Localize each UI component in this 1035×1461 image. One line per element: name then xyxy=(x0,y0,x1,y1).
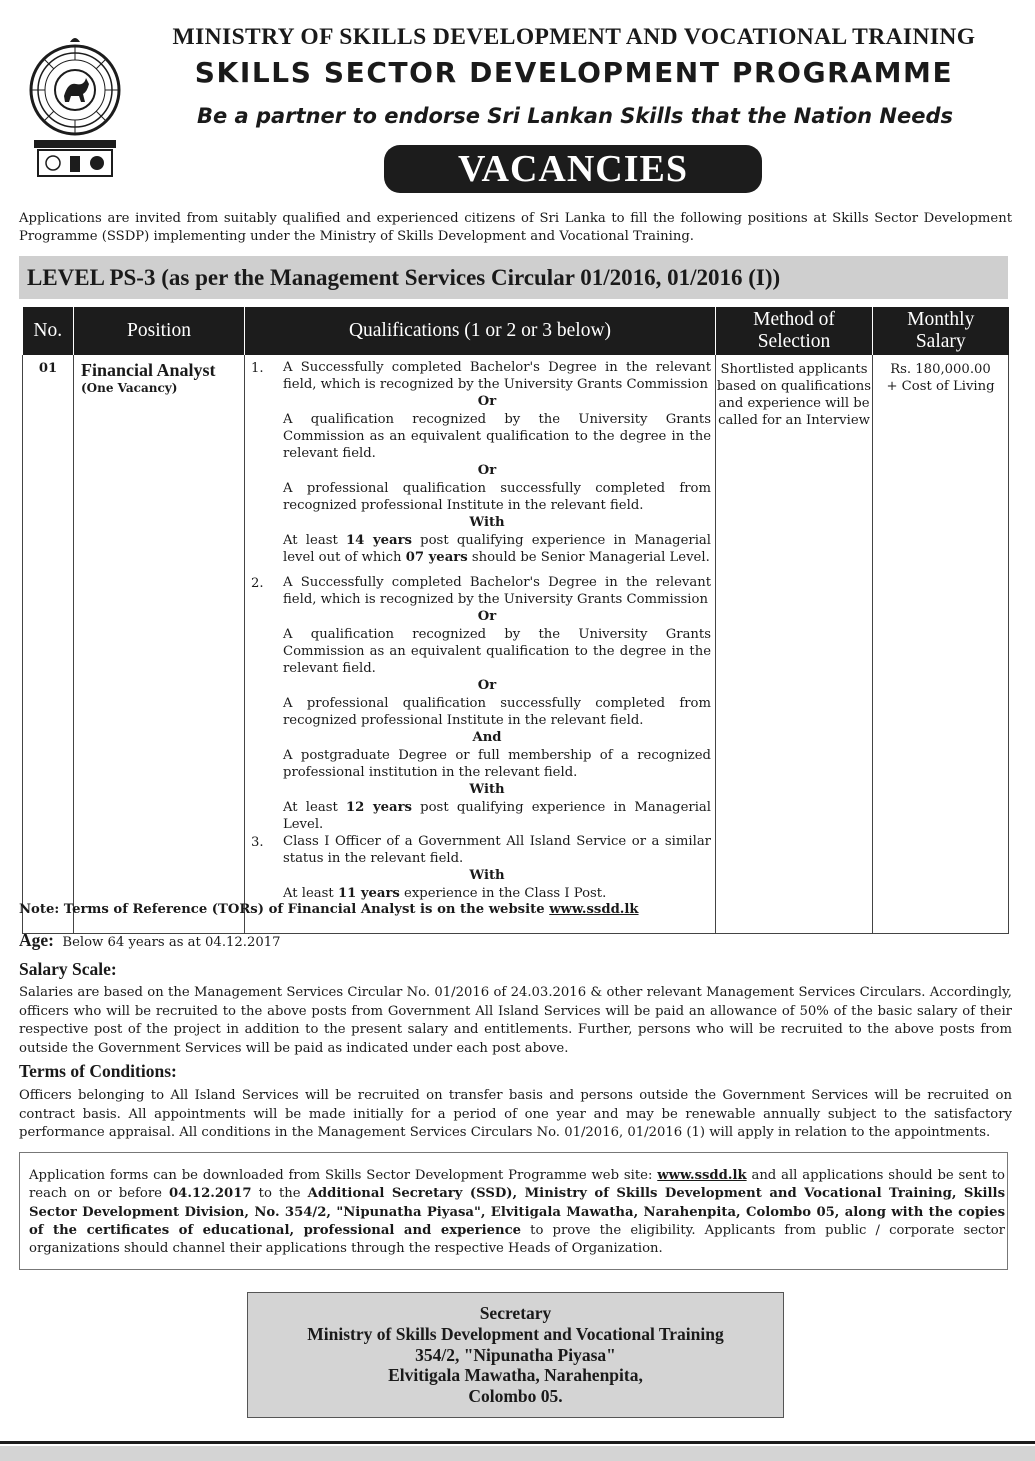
text-part: Application forms can be downloaded from Skills Sector Development Programme web site: xyxy=(29,1168,658,1183)
qualification-text: A qualification recognized by the University Grants Commission as an equivalent qualification to the degree in the relevant field. xyxy=(283,412,711,461)
text-part: post qualifying experience in Managerial level out of which xyxy=(283,533,712,565)
application-text xyxy=(29,1167,1005,1258)
text-part: post qualifying experience in Managerial Level. xyxy=(283,800,712,832)
separator-with: With xyxy=(469,515,505,530)
years-bold: 14 years xyxy=(346,533,412,548)
salary-amount: Rs. 180,000.00 xyxy=(890,362,991,377)
secretary-line: Secretary xyxy=(479,1303,552,1323)
header-method-line2: Selection xyxy=(757,331,831,352)
age-label: Age: xyxy=(19,930,54,950)
qualification-text: A professional qualification successfully completed from recognized professional Institute in the relevant field. xyxy=(283,696,711,728)
age-line xyxy=(19,930,1012,951)
secretary-line: Elvitigala Mawatha, Narahenpita, xyxy=(388,1365,643,1386)
tor-note xyxy=(19,902,1012,917)
experience-text xyxy=(283,799,711,833)
position-title: Financial Analyst xyxy=(81,360,216,380)
terms-heading: Terms of Conditions: xyxy=(19,1061,177,1081)
option-number: 2. xyxy=(251,576,264,591)
position-cell xyxy=(74,355,245,933)
secretary-line: Ministry of Skills Development and Vocational Training xyxy=(307,1323,724,1344)
separator-or: Or xyxy=(477,463,497,478)
sri-lanka-emblem-icon xyxy=(26,34,124,180)
text-part: to the xyxy=(251,1186,308,1202)
salary-cell xyxy=(873,355,1009,933)
vacancy-count: (One Vacancy) xyxy=(81,381,178,395)
text-part: and all applications should be sent to reach on or before xyxy=(29,1168,1005,1202)
secretary-line: Colombo 05. xyxy=(468,1386,563,1407)
salary-scale-text: Salaries are based on the Management Services Circular No. 01/2016 of 24.03.2016 & other relevant Management Services Circulars. Accordingly, officers who will be recruited to the above posts from Government All Island Services will be paid an allowance of 50% of the basic salary of their respective post of the project in addition to the present salary and entitlements. Further, persons who will be recruited to the above posts from outside the Government Services will be paid as indicated under each post above. xyxy=(19,985,1012,1056)
closing-date: 04.12.2017 xyxy=(169,1186,252,1202)
method-line: called for an Interview xyxy=(718,413,870,428)
method-cell xyxy=(716,355,873,933)
header-qualifications: Qualifications (1 or 2 or 3 below) xyxy=(245,307,716,355)
secretary-address-box xyxy=(247,1292,784,1418)
qualification-option-1 xyxy=(251,359,711,566)
note-text: Note: Terms of Reference (TORs) of Financial Analyst is on the website xyxy=(19,902,550,917)
method-line: based on qualifications xyxy=(716,379,872,394)
text-part: At least xyxy=(283,800,346,815)
vacancy-table xyxy=(22,307,1009,934)
separator-with: With xyxy=(469,868,505,883)
years-bold: 07 years xyxy=(405,550,468,565)
salary-extra: + Cost of Living xyxy=(886,379,995,394)
table-header-row xyxy=(23,307,1009,355)
bottom-bar xyxy=(0,1446,1035,1461)
age-value: Below 64 years as at 04.12.2017 xyxy=(62,935,281,950)
tagline: Be a partner to endorse Sri Lankan Skills that the Nation Needs xyxy=(196,104,954,128)
separator-or: Or xyxy=(477,678,497,693)
option-number: 1. xyxy=(251,361,264,376)
terms-text: Officers belonging to All Island Services will be recruited on transfer basis and persons outside the Government Services will be recruited on contract basis. All appointments will be made initially for a period of one year and may be renewable annually subject to the satisfactory performance appraisal. All conditions in the Management Services Circulars No. 01/2016, 01/2016 (1) will apply in relation to the appointments. xyxy=(19,1088,1012,1140)
years-bold: 12 years xyxy=(346,800,412,815)
text-part: to prove the eligibility. Applicants from public / corporate sector organizations should channel their applications through the respective Heads of Organization. xyxy=(29,1222,1005,1257)
qualification-option-2 xyxy=(251,574,711,833)
qualification-text: A professional qualification successfully completed from recognized professional Institute in the relevant field. xyxy=(283,481,711,513)
experience-text xyxy=(283,885,711,902)
website-link[interactable]: www.ssdd.lk xyxy=(549,902,639,917)
method-line: Shortlisted applicants xyxy=(720,362,868,377)
years-bold: 11 years xyxy=(337,886,400,901)
header-salary-line2: Salary xyxy=(915,331,966,352)
qualification-text: A postgraduate Degree or full membership of a recognized professional institution in the relevant field. xyxy=(283,748,711,780)
application-address: Additional Secretary (SSD), Ministry of Skills Development and Vocational Training, Skills Sector Development Division, No. 354/2, "Nipunatha Piyasa", Elvitigala Mawatha, Narahenpita, Colombo 05, along with the copies of the certificates of educational, professional and experience xyxy=(29,1186,1005,1238)
header-salary xyxy=(873,307,1009,355)
ministry-title: MINISTRY OF SKILLS DEVELOPMENT AND VOCATIONAL TRAINING xyxy=(172,24,976,50)
text-part: At least xyxy=(283,533,346,548)
option-number: 3. xyxy=(251,835,264,850)
separator-with: With xyxy=(469,782,505,797)
separator-or: Or xyxy=(477,394,497,409)
text-part: experience in the Class I Post. xyxy=(399,886,607,901)
header-position: Position xyxy=(74,307,245,355)
level-heading: LEVEL PS-3 (as per the Management Services Circular 01/2016, 01/2016 (I)) xyxy=(19,256,1008,299)
qualification-text: A qualification recognized by the University Grants Commission as an equivalent qualification to the degree in the relevant field. xyxy=(283,627,711,676)
text-part: At least xyxy=(283,886,338,901)
website-link[interactable]: www.ssdd.lk xyxy=(657,1168,747,1183)
qualification-text: Class I Officer of a Government All Island Service or a similar status in the relevant field. xyxy=(283,834,711,866)
text-part: should be Senior Managerial Level. xyxy=(467,550,710,565)
table-row xyxy=(23,355,1009,933)
programme-title: SKILLS SECTOR DEVELOPMENT PROGRAMME xyxy=(194,56,954,89)
header-method xyxy=(716,307,873,355)
method-line: and experience will be xyxy=(718,396,870,411)
qualification-text: A Successfully completed Bachelor's Degree in the relevant field, which is recognized by the University Grants Commission xyxy=(283,360,711,392)
salary-scale-heading: Salary Scale: xyxy=(19,959,117,979)
separator-or: Or xyxy=(477,609,497,624)
header-method-line1: Method of xyxy=(753,309,835,330)
header-no: No. xyxy=(23,307,74,355)
secretary-line: 354/2, "Nipunatha Piyasa" xyxy=(415,1344,616,1365)
row-number: 01 xyxy=(23,355,74,933)
intro-paragraph: Applications are invited from suitably qualified and experienced citizens of Sri Lanka to fill the following positions at Skills Sector Development Programme (SSDP) implementing under the Ministry of Skills Development and Vocational Training. xyxy=(19,211,1012,244)
vacancies-banner: VACANCIES xyxy=(384,145,762,193)
qualification-text: A Successfully completed Bachelor's Degree in the relevant field, which is recognized by the University Grants Commission xyxy=(283,575,711,607)
experience-text xyxy=(283,532,711,566)
qualifications-cell xyxy=(245,355,716,933)
separator-and: And xyxy=(472,730,502,745)
qualification-option-3 xyxy=(251,833,711,902)
header-salary-line1: Monthly xyxy=(907,309,975,330)
bottom-rule xyxy=(0,1441,1035,1444)
